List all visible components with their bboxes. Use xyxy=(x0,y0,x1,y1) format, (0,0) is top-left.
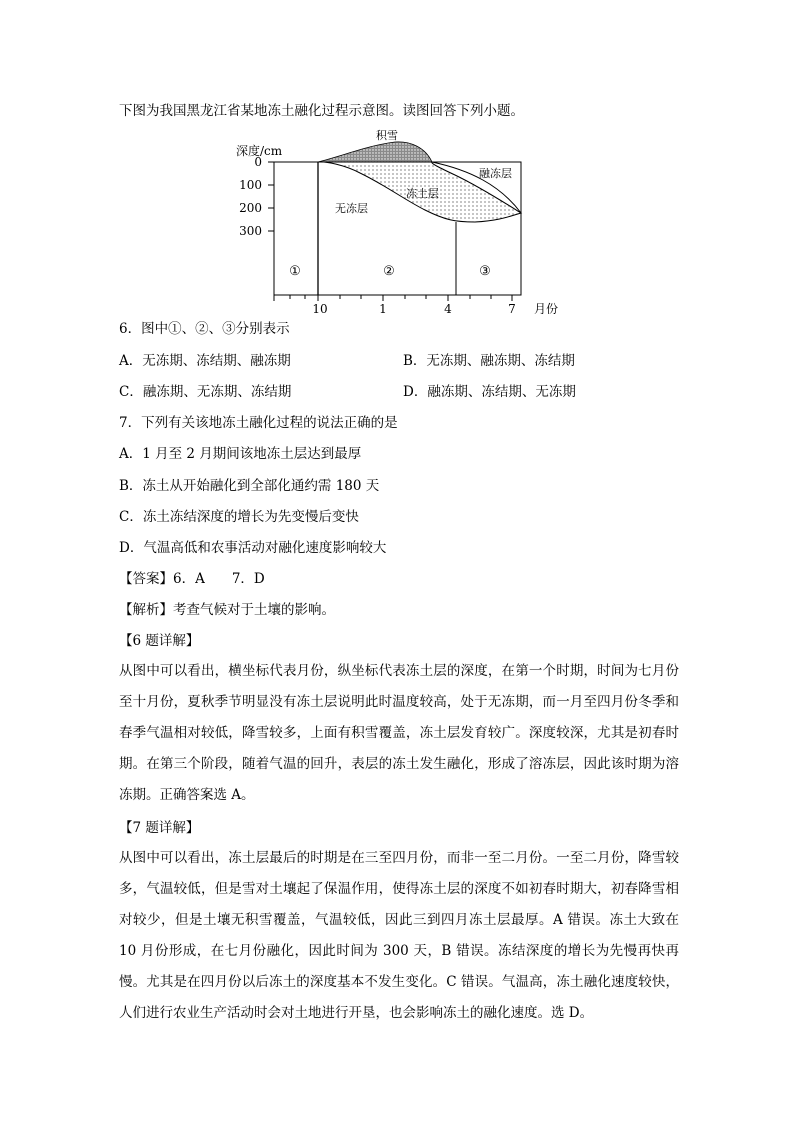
y-tick-300: 300 xyxy=(239,224,262,238)
y-tick-100: 100 xyxy=(239,178,262,192)
q6-option-b: B．无冻期、融冻期、冻结期 xyxy=(403,353,575,369)
y-axis-label: 深度/cm xyxy=(236,144,283,158)
q6-option-a: A．无冻期、冻结期、融冻期 xyxy=(119,353,291,369)
x-tick-1: 1 xyxy=(379,302,387,316)
q6-option-d: D．融冻期、冻结期、无冻期 xyxy=(403,384,576,400)
x-tick-4: 4 xyxy=(444,302,452,316)
period-2: ② xyxy=(383,264,395,279)
x-tick-10: 10 xyxy=(312,302,328,316)
x-tick-7: 7 xyxy=(508,302,516,316)
label-thaw-layer: 融冻层 xyxy=(479,167,512,180)
detail-6-title: 【6 题详解】 xyxy=(119,633,200,649)
answer-line: 【答案】6．A 7．D xyxy=(119,571,265,587)
analysis-line: 【解析】考查气候对于土壤的影响。 xyxy=(119,602,335,618)
q6-option-c: C．融冻期、无冻期、冻结期 xyxy=(119,384,292,400)
detail-7-title: 【7 题详解】 xyxy=(119,820,200,836)
permafrost-diagram xyxy=(0,125,794,325)
label-frozen-layer: 冻土层 xyxy=(406,187,439,200)
q7-stem: 7．下列有关该地冻土融化过程的说法正确的是 xyxy=(119,415,398,431)
y-tick-200: 200 xyxy=(239,201,262,215)
snow-area xyxy=(318,142,432,162)
q7-option-a: A．1 月至 2 月期间该地冻土层达到最厚 xyxy=(119,446,362,462)
detail-6-body: 从图中可以看出，横坐标代表月份，纵坐标代表冻土层的深度，在第一个时期，时间为七月份至十月份，夏秋季节明显没有冻土层说明此时温度较高，处于无冻期，而一月至四月份冬季和春季气温相对较低，降雪较多，上面有积雪覆盖，冻土层发育较广。深度较深，尤其是初春时期。在第三个阶段，随着气温的回升，表层的冻土发生融化，形成了溶冻层，因此该时期为溶冻期。正确答案选 A。 xyxy=(119,663,679,803)
period-1: ① xyxy=(289,264,301,279)
intro-text: 下图为我国黑龙江省某地冻土融化过程示意图。读图回答下列小题。 xyxy=(119,103,524,119)
period-3: ③ xyxy=(479,264,491,279)
detail-7-body: 从图中可以看出，冻土层最后的时期是在三至四月份，而非一至二月份。一至二月份，降雪较多，气温较低，但是雪对土壤起了保温作用，使得冻土层的深度不如初春时期大，初春降雪相对较少，但是土壤无积雪覆盖，气温较低，因此三到四月冻土层最厚。A 错误。冻土大致在 10 月份形成，在七月份融化，因此时间为 300 天，B 错误。冻结深度的增长为先慢再快再慢。尤其是在四月份以后冻土的深度基本不发生变化。C 错误。气温高，冻土融化速度较快，人们进行农业生产活动时会对土地进行开垦，也会影响冻土的融化速度。选 D。 xyxy=(119,850,679,1021)
q7-option-c: C．冻土冻结深度的增长为先变慢后变快 xyxy=(119,509,359,525)
x-axis-label: 月份 xyxy=(534,302,559,316)
label-snow: 积雪 xyxy=(376,129,398,142)
q7-option-d: D．气温高低和农事活动对融化速度影响较大 xyxy=(119,540,387,556)
label-no-frozen-layer: 无冻层 xyxy=(335,202,368,215)
q7-option-b: B．冻土从开始融化到全部化通约需 180 天 xyxy=(119,478,380,494)
q6-stem: 6．图中①、②、③分别表示 xyxy=(119,321,290,337)
y-tick-0: 0 xyxy=(254,155,262,169)
